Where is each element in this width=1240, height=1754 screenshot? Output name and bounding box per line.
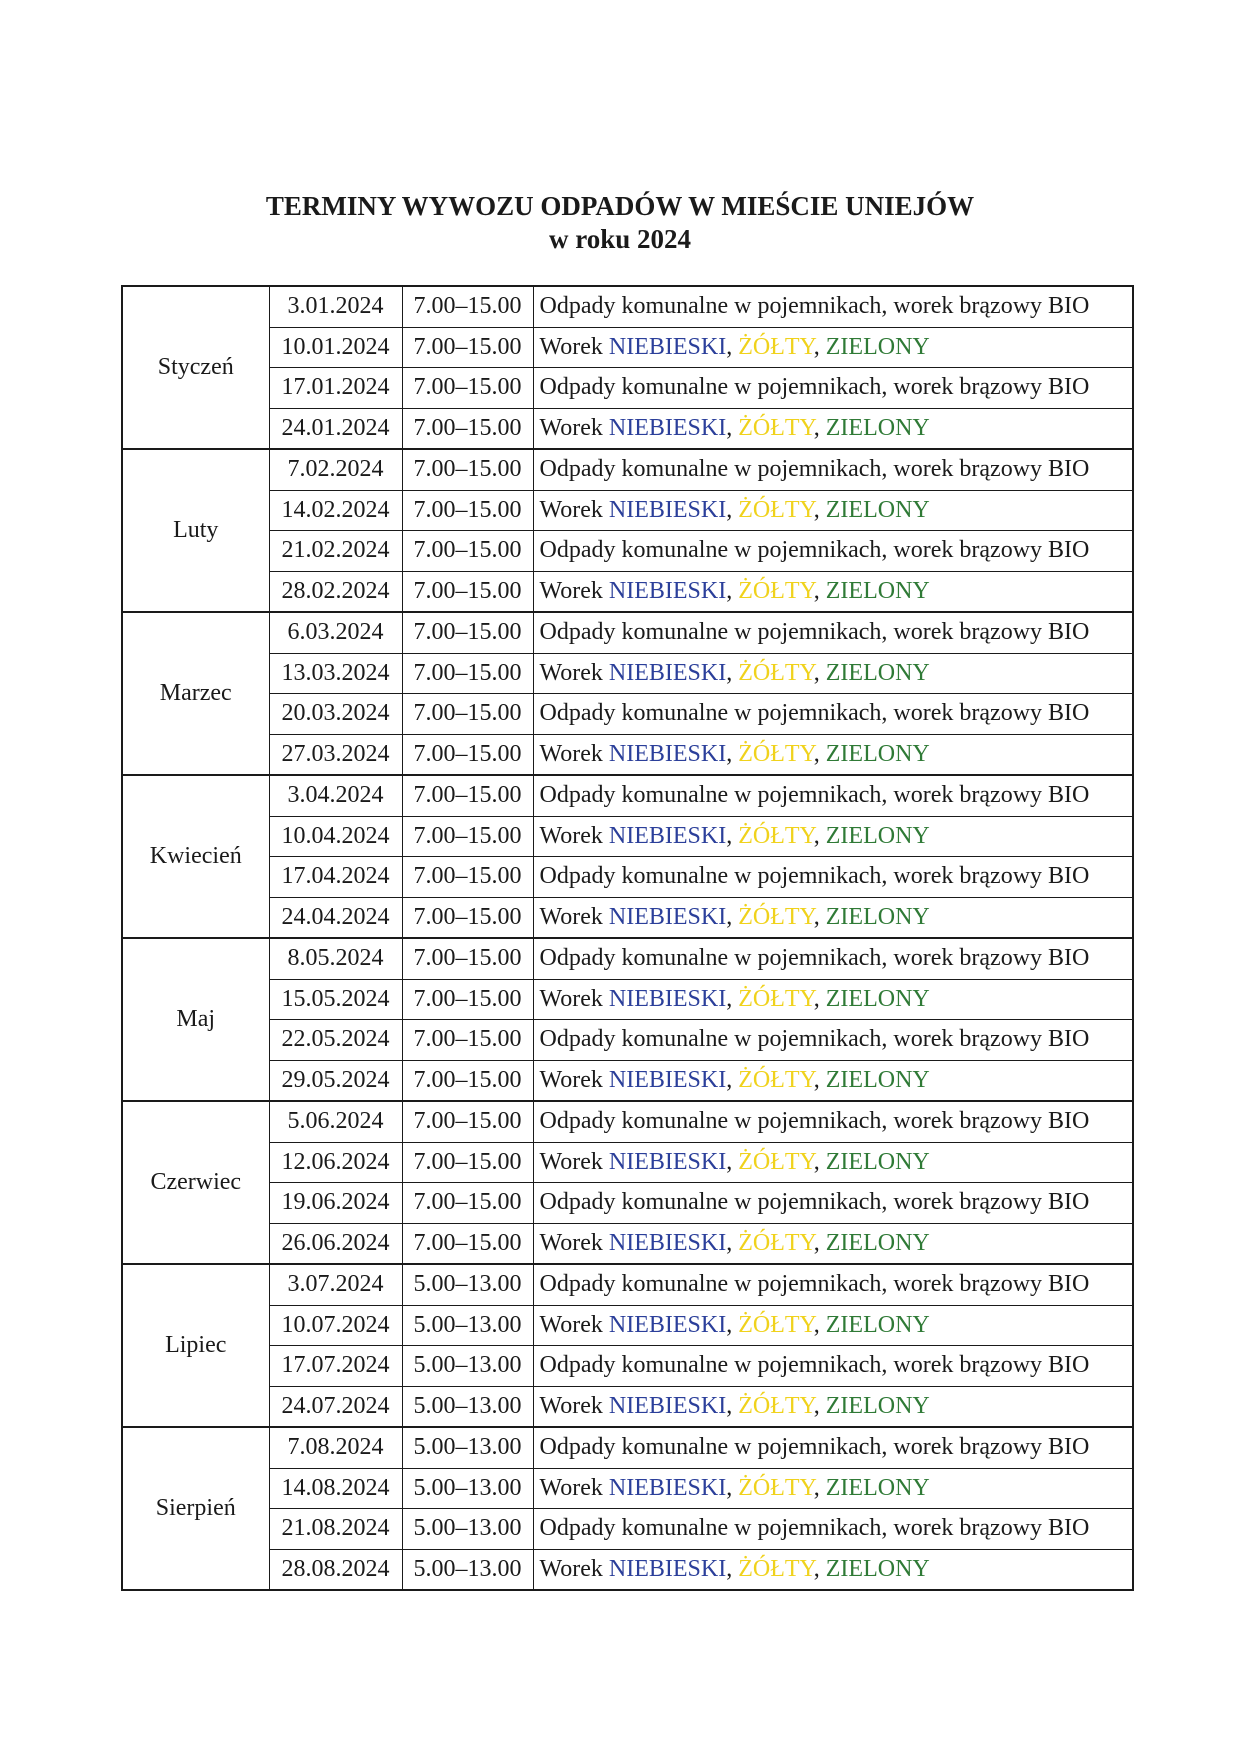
date-cell: 21.08.2024 [269,1509,402,1550]
month-cell: Sierpień [122,1427,269,1590]
separator: , [726,1392,739,1419]
blue-bag-label: NIEBIESKI [608,740,727,767]
yellow-bag-label: ŻÓŁTY [738,577,814,604]
separator: , [726,1229,739,1256]
description-cell [533,449,1133,490]
time-cell: 7.00–15.00 [402,1142,533,1183]
bags-prefix-label: Worek [539,577,609,604]
separator: , [726,1474,739,1501]
table-row [122,816,1133,857]
yellow-bag-label: ŻÓŁTY [738,496,814,523]
description-cell [533,653,1133,694]
description-cell [533,938,1133,979]
mixed-waste-label: Odpady komunalne w pojemnikach, worek brązowy BIO [539,1026,1090,1053]
date-cell: 19.06.2024 [269,1183,402,1224]
bags-prefix-label: Worek [539,1148,609,1175]
green-bag-label: ZIELONY [825,740,930,767]
bags-prefix-label: Worek [539,1392,609,1419]
time-cell: 7.00–15.00 [402,734,533,775]
schedule-body [122,286,1133,1590]
description-cell [533,286,1133,327]
description-cell [533,1142,1133,1183]
time-cell: 7.00–15.00 [402,408,533,449]
time-cell: 7.00–15.00 [402,368,533,409]
date-cell: 24.04.2024 [269,897,402,938]
blue-bag-label: NIEBIESKI [608,414,727,441]
description-cell [533,408,1133,449]
mixed-waste-label: Odpady komunalne w pojemnikach, worek brązowy BIO [539,945,1090,972]
bags-prefix-label: Worek [539,903,609,930]
separator: , [813,1066,826,1093]
separator: , [726,740,739,767]
blue-bag-label: NIEBIESKI [608,577,727,604]
date-cell: 3.01.2024 [269,286,402,327]
separator: , [726,577,739,604]
yellow-bag-label: ŻÓŁTY [738,1392,814,1419]
bags-prefix-label: Worek [539,659,609,686]
yellow-bag-label: ŻÓŁTY [738,659,814,686]
separator: , [813,414,826,441]
mixed-waste-label: Odpady komunalne w pojemnikach, worek brązowy BIO [539,619,1090,646]
time-cell: 7.00–15.00 [402,1183,533,1224]
separator: , [813,985,826,1012]
yellow-bag-label: ŻÓŁTY [738,1066,814,1093]
time-cell: 5.00–13.00 [402,1305,533,1346]
table-row [122,1509,1133,1550]
green-bag-label: ZIELONY [825,1229,930,1256]
mixed-waste-label: Odpady komunalne w pojemnikach, worek brązowy BIO [539,374,1090,401]
description-cell [533,368,1133,409]
date-cell: 5.06.2024 [269,1101,402,1142]
date-cell: 17.01.2024 [269,368,402,409]
description-cell [533,612,1133,653]
bags-prefix-label: Worek [539,1555,609,1582]
table-row [122,490,1133,531]
blue-bag-label: NIEBIESKI [608,1392,727,1419]
time-cell: 7.00–15.00 [402,327,533,368]
table-row [122,1427,1133,1468]
green-bag-label: ZIELONY [825,496,930,523]
time-cell: 7.00–15.00 [402,1060,533,1101]
description-cell [533,1305,1133,1346]
date-cell: 22.05.2024 [269,1020,402,1061]
time-cell: 5.00–13.00 [402,1386,533,1427]
date-cell: 24.07.2024 [269,1386,402,1427]
table-row [122,1346,1133,1387]
description-cell [533,1386,1133,1427]
blue-bag-label: NIEBIESKI [608,903,727,930]
separator: , [813,1474,826,1501]
description-cell [533,775,1133,816]
separator: , [726,985,739,1012]
description-cell [533,1427,1133,1468]
green-bag-label: ZIELONY [825,333,930,360]
date-cell: 13.03.2024 [269,653,402,694]
table-row [122,1264,1133,1305]
time-cell: 7.00–15.00 [402,490,533,531]
green-bag-label: ZIELONY [825,985,930,1012]
mixed-waste-label: Odpady komunalne w pojemnikach, worek brązowy BIO [539,782,1090,809]
yellow-bag-label: ŻÓŁTY [738,333,814,360]
month-cell: Lipiec [122,1264,269,1427]
table-row [122,1468,1133,1509]
green-bag-label: ZIELONY [825,1392,930,1419]
date-cell: 15.05.2024 [269,979,402,1020]
separator: , [813,1392,826,1419]
time-cell: 5.00–13.00 [402,1549,533,1590]
separator: , [813,659,826,686]
blue-bag-label: NIEBIESKI [608,985,727,1012]
green-bag-label: ZIELONY [825,414,930,441]
blue-bag-label: NIEBIESKI [608,333,727,360]
description-cell [533,979,1133,1020]
date-cell: 24.01.2024 [269,408,402,449]
bags-prefix-label: Worek [539,414,609,441]
description-cell [533,1101,1133,1142]
separator: , [726,1148,739,1175]
table-row [122,1386,1133,1427]
green-bag-label: ZIELONY [825,1311,930,1338]
table-row [122,1223,1133,1264]
date-cell: 17.04.2024 [269,857,402,898]
yellow-bag-label: ŻÓŁTY [738,740,814,767]
date-cell: 14.02.2024 [269,490,402,531]
description-cell [533,734,1133,775]
table-row [122,1142,1133,1183]
mixed-waste-label: Odpady komunalne w pojemnikach, worek brązowy BIO [539,1271,1090,1298]
table-row [122,531,1133,572]
time-cell: 7.00–15.00 [402,938,533,979]
separator: , [813,903,826,930]
bags-prefix-label: Worek [539,1474,609,1501]
separator: , [813,577,826,604]
mixed-waste-label: Odpady komunalne w pojemnikach, worek brązowy BIO [539,1352,1090,1379]
blue-bag-label: NIEBIESKI [608,1555,727,1582]
time-cell: 5.00–13.00 [402,1468,533,1509]
description-cell [533,694,1133,735]
bags-prefix-label: Worek [539,1229,609,1256]
description-cell [533,1060,1133,1101]
date-cell: 12.06.2024 [269,1142,402,1183]
description-cell [533,897,1133,938]
description-cell [533,1183,1133,1224]
separator: , [813,740,826,767]
time-cell: 5.00–13.00 [402,1264,533,1305]
yellow-bag-label: ŻÓŁTY [738,903,814,930]
date-cell: 10.04.2024 [269,816,402,857]
document-subtitle: w roku 2024 [548,224,692,254]
table-row [122,368,1133,409]
date-cell: 29.05.2024 [269,1060,402,1101]
schedule-table [121,285,1134,1591]
separator: , [726,659,739,686]
blue-bag-label: NIEBIESKI [608,1311,727,1338]
mixed-waste-label: Odpady komunalne w pojemnikach, worek brązowy BIO [539,1434,1090,1461]
separator: , [726,822,739,849]
date-cell: 20.03.2024 [269,694,402,735]
separator: , [813,1229,826,1256]
table-row [122,1020,1133,1061]
date-cell: 3.04.2024 [269,775,402,816]
date-cell: 14.08.2024 [269,1468,402,1509]
date-cell: 7.08.2024 [269,1427,402,1468]
table-row [122,1183,1133,1224]
separator: , [813,1148,826,1175]
mixed-waste-label: Odpady komunalne w pojemnikach, worek brązowy BIO [539,1515,1090,1542]
date-cell: 10.01.2024 [269,327,402,368]
month-cell: Czerwiec [122,1101,269,1264]
document-title: TERMINY WYWOZU ODPADÓW W MIEŚCIE UNIEJÓW [265,191,975,221]
table-row [122,694,1133,735]
separator: , [813,1555,826,1582]
month-cell: Kwiecień [122,775,269,938]
table-row [122,571,1133,612]
bags-prefix-label: Worek [539,822,609,849]
time-cell: 7.00–15.00 [402,1020,533,1061]
yellow-bag-label: ŻÓŁTY [738,822,814,849]
table-row [122,1549,1133,1590]
blue-bag-label: NIEBIESKI [608,496,727,523]
mixed-waste-label: Odpady komunalne w pojemnikach, worek brązowy BIO [539,537,1090,564]
time-cell: 7.00–15.00 [402,816,533,857]
table-row [122,857,1133,898]
description-cell [533,1549,1133,1590]
time-cell: 7.00–15.00 [402,612,533,653]
separator: , [726,496,739,523]
time-cell: 7.00–15.00 [402,653,533,694]
date-cell: 17.07.2024 [269,1346,402,1387]
separator: , [726,1555,739,1582]
green-bag-label: ZIELONY [825,903,930,930]
yellow-bag-label: ŻÓŁTY [738,1229,814,1256]
description-cell [533,857,1133,898]
date-cell: 28.02.2024 [269,571,402,612]
yellow-bag-label: ŻÓŁTY [738,1311,814,1338]
description-cell [533,327,1133,368]
date-cell: 26.06.2024 [269,1223,402,1264]
separator: , [726,903,739,930]
bags-prefix-label: Worek [539,1066,609,1093]
description-cell [533,1346,1133,1387]
yellow-bag-label: ŻÓŁTY [738,414,814,441]
time-cell: 7.00–15.00 [402,1101,533,1142]
time-cell: 7.00–15.00 [402,857,533,898]
description-cell [533,1223,1133,1264]
green-bag-label: ZIELONY [825,577,930,604]
green-bag-label: ZIELONY [825,1474,930,1501]
separator: , [726,414,739,441]
date-cell: 8.05.2024 [269,938,402,979]
mixed-waste-label: Odpady komunalne w pojemnikach, worek brązowy BIO [539,863,1090,890]
bags-prefix-label: Worek [539,1311,609,1338]
table-row [122,612,1133,653]
table-row [122,653,1133,694]
date-cell: 27.03.2024 [269,734,402,775]
time-cell: 7.00–15.00 [402,571,533,612]
table-row [122,1101,1133,1142]
blue-bag-label: NIEBIESKI [608,659,727,686]
description-cell [533,531,1133,572]
date-cell: 10.07.2024 [269,1305,402,1346]
mixed-waste-label: Odpady komunalne w pojemnikach, worek brązowy BIO [539,700,1090,727]
title-block [0,190,1240,256]
yellow-bag-label: ŻÓŁTY [738,1148,814,1175]
description-cell [533,1509,1133,1550]
table-row [122,286,1133,327]
blue-bag-label: NIEBIESKI [608,1066,727,1093]
time-cell: 7.00–15.00 [402,897,533,938]
table-row [122,734,1133,775]
mixed-waste-label: Odpady komunalne w pojemnikach, worek brązowy BIO [539,1189,1090,1216]
time-cell: 5.00–13.00 [402,1346,533,1387]
separator: , [813,822,826,849]
month-cell: Styczeń [122,286,269,449]
date-cell: 21.02.2024 [269,531,402,572]
date-cell: 7.02.2024 [269,449,402,490]
time-cell: 7.00–15.00 [402,1223,533,1264]
blue-bag-label: NIEBIESKI [608,822,727,849]
bags-prefix-label: Worek [539,496,609,523]
description-cell [533,1264,1133,1305]
green-bag-label: ZIELONY [825,1066,930,1093]
table-row [122,979,1133,1020]
time-cell: 7.00–15.00 [402,979,533,1020]
blue-bag-label: NIEBIESKI [608,1229,727,1256]
table-row [122,408,1133,449]
description-cell [533,816,1133,857]
description-cell [533,571,1133,612]
table-row [122,449,1133,490]
date-cell: 3.07.2024 [269,1264,402,1305]
separator: , [726,333,739,360]
blue-bag-label: NIEBIESKI [608,1474,727,1501]
separator: , [726,1066,739,1093]
table-row [122,1305,1133,1346]
month-cell: Marzec [122,612,269,775]
time-cell: 7.00–15.00 [402,694,533,735]
time-cell: 5.00–13.00 [402,1427,533,1468]
table-row [122,775,1133,816]
description-cell [533,1020,1133,1061]
bags-prefix-label: Worek [539,740,609,767]
table-row [122,938,1133,979]
green-bag-label: ZIELONY [825,822,930,849]
blue-bag-label: NIEBIESKI [608,1148,727,1175]
month-cell: Luty [122,449,269,612]
green-bag-label: ZIELONY [825,1148,930,1175]
green-bag-label: ZIELONY [825,1555,930,1582]
yellow-bag-label: ŻÓŁTY [738,1474,814,1501]
bags-prefix-label: Worek [539,333,609,360]
time-cell: 7.00–15.00 [402,531,533,572]
yellow-bag-label: ŻÓŁTY [738,1555,814,1582]
separator: , [813,496,826,523]
table-row [122,327,1133,368]
description-cell [533,1468,1133,1509]
month-cell: Maj [122,938,269,1101]
yellow-bag-label: ŻÓŁTY [738,985,814,1012]
date-cell: 28.08.2024 [269,1549,402,1590]
mixed-waste-label: Odpady komunalne w pojemnikach, worek brązowy BIO [539,456,1090,483]
separator: , [813,333,826,360]
table-row [122,897,1133,938]
time-cell: 7.00–15.00 [402,449,533,490]
date-cell: 6.03.2024 [269,612,402,653]
separator: , [726,1311,739,1338]
time-cell: 7.00–15.00 [402,286,533,327]
bags-prefix-label: Worek [539,985,609,1012]
table-row [122,1060,1133,1101]
time-cell: 5.00–13.00 [402,1509,533,1550]
green-bag-label: ZIELONY [825,659,930,686]
time-cell: 7.00–15.00 [402,775,533,816]
mixed-waste-label: Odpady komunalne w pojemnikach, worek brązowy BIO [539,293,1090,320]
description-cell [533,490,1133,531]
mixed-waste-label: Odpady komunalne w pojemnikach, worek brązowy BIO [539,1108,1090,1135]
separator: , [813,1311,826,1338]
